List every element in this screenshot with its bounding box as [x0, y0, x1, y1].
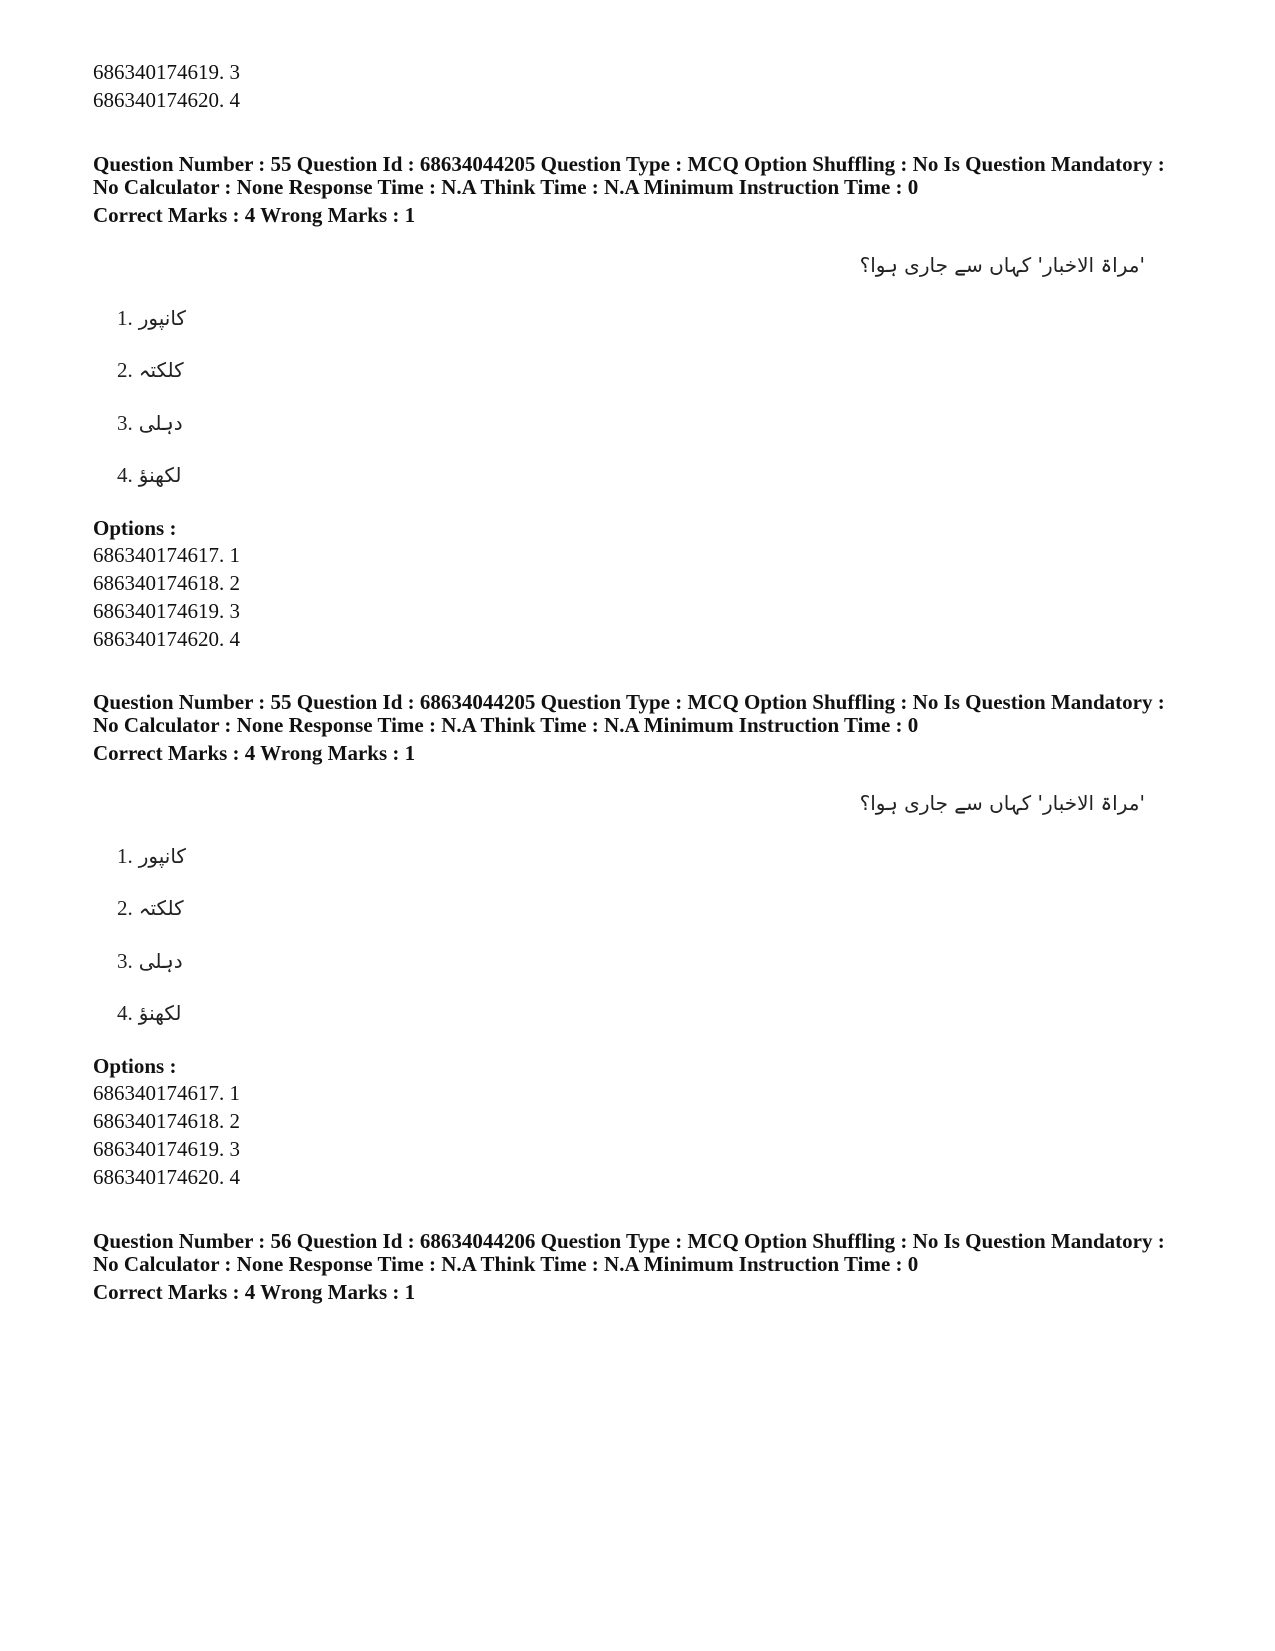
options-label: Options :: [93, 1054, 177, 1078]
answer-choice: [117, 357, 184, 383]
answer-choice-text: لکھنؤ: [138, 1001, 182, 1025]
question-header-line1: Question Number : 56 Question Id : 68634044206 Question Type : MCQ Option Shuffling : No Is Question Mandatory :: [93, 1229, 1165, 1253]
question-header-line1: Question Number : 55 Question Id : 68634044205 Question Type : MCQ Option Shuffling : No Is Question Mandatory :: [93, 152, 1165, 176]
marks-line: Correct Marks : 4 Wrong Marks : 1: [93, 1280, 416, 1304]
answer-choice-number: 4.: [117, 463, 133, 487]
option-line: 686340174620. 4: [93, 627, 240, 651]
answer-choice-text: کلکتہ: [138, 896, 184, 920]
answer-choice-number: 4.: [117, 1001, 133, 1025]
question-header-line2: No Calculator : None Response Time : N.A Think Time : N.A Minimum Instruction Time : 0: [93, 713, 919, 737]
answer-choice-number: 2.: [117, 358, 133, 382]
answer-choice: [117, 305, 186, 331]
answer-choice-text: دہلی: [138, 411, 183, 435]
marks-line: Correct Marks : 4 Wrong Marks : 1: [93, 203, 416, 227]
option-line: 686340174618. 2: [93, 1109, 240, 1133]
answer-choice: [117, 895, 184, 921]
answer-choice-number: 1.: [117, 306, 133, 330]
options-label: Options :: [93, 516, 177, 540]
answer-choice-number: 1.: [117, 844, 133, 868]
question-header-line2: No Calculator : None Response Time : N.A Think Time : N.A Minimum Instruction Time : 0: [93, 1252, 919, 1276]
answer-choice-number: 3.: [117, 411, 133, 435]
question-text-urdu: 'مراۃ الاخبار' کہاں سے جاری ہوا؟: [859, 791, 1145, 815]
answer-choice-text: دہلی: [138, 949, 183, 973]
option-line: 686340174617. 1: [93, 543, 240, 567]
answer-choice-text: کانپور: [138, 306, 186, 330]
question-text-urdu: 'مراۃ الاخبار' کہاں سے جاری ہوا؟: [859, 253, 1145, 277]
answer-choice: [117, 462, 181, 488]
option-line: 686340174620. 4: [93, 1165, 240, 1189]
option-line: 686340174620. 4: [93, 88, 240, 112]
answer-choice: [117, 410, 183, 436]
option-line: 686340174619. 3: [93, 1137, 240, 1161]
marks-line: Correct Marks : 4 Wrong Marks : 1: [93, 741, 416, 765]
answer-choice: [117, 948, 183, 974]
option-line: 686340174619. 3: [93, 599, 240, 623]
answer-choice-number: 3.: [117, 949, 133, 973]
answer-choice-text: کانپور: [138, 844, 186, 868]
answer-choice-number: 2.: [117, 896, 133, 920]
answer-choice-text: کلکتہ: [138, 358, 184, 382]
answer-choice: [117, 1000, 181, 1026]
question-header-line1: Question Number : 55 Question Id : 68634044205 Question Type : MCQ Option Shuffling : No Is Question Mandatory :: [93, 690, 1165, 714]
answer-choice-text: لکھنؤ: [138, 463, 182, 487]
answer-choice: [117, 843, 186, 869]
option-line: 686340174618. 2: [93, 571, 240, 595]
option-line: 686340174619. 3: [93, 60, 240, 84]
option-line: 686340174617. 1: [93, 1081, 240, 1105]
question-header-line2: No Calculator : None Response Time : N.A Think Time : N.A Minimum Instruction Time : 0: [93, 175, 919, 199]
